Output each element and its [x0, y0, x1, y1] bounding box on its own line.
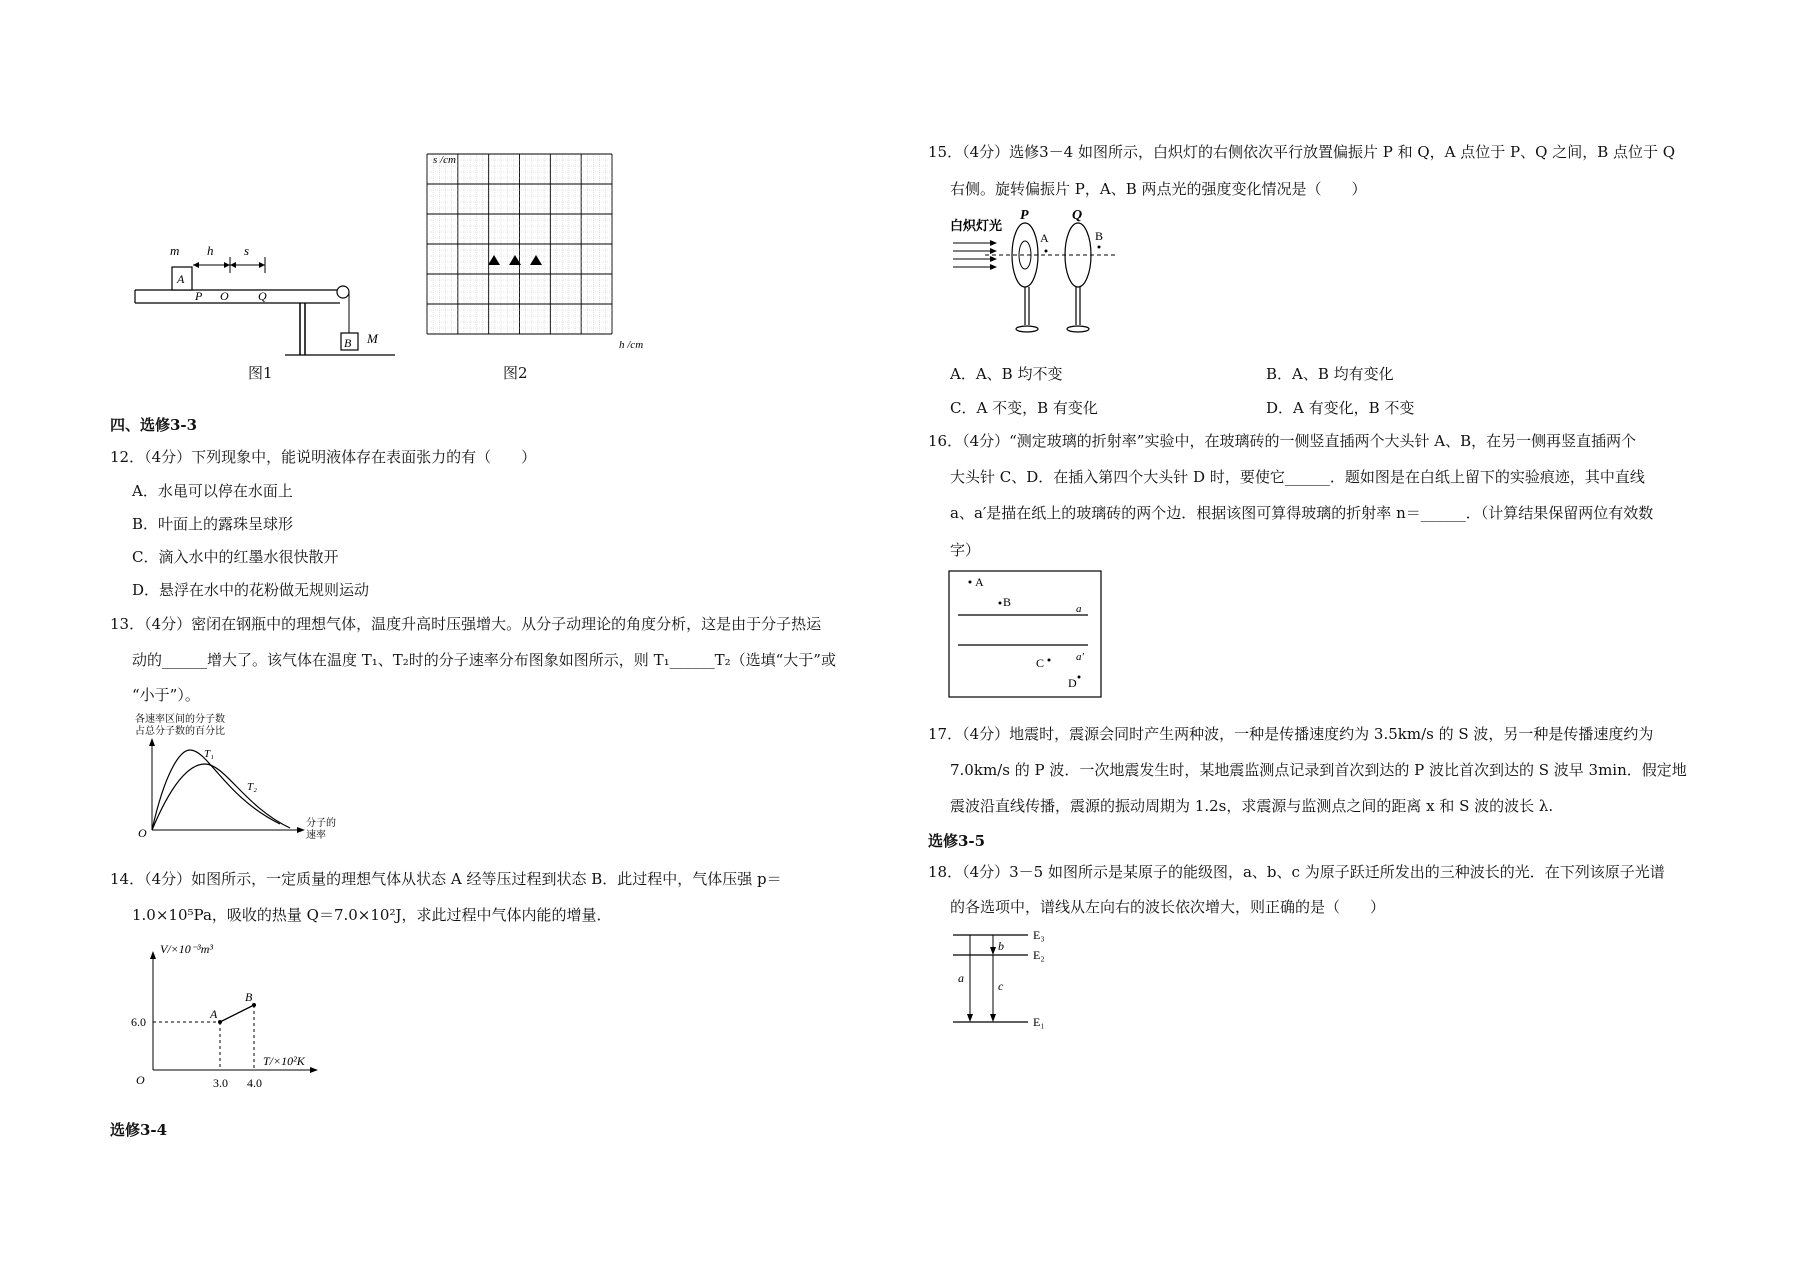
q14-vt-graph	[128, 935, 328, 1095]
q16-pin-a: A	[975, 575, 984, 589]
q16-line-4: 字）	[950, 541, 981, 559]
q13-line-1: 13．（4分）密闭在钢瓶中的理想气体，温度升高时压强增大。从分子动理论的角度分析，这是由于分子热运	[110, 615, 822, 633]
figure-2-grid	[405, 150, 644, 360]
q13-line-2: 动的______增大了。该气体在温度 T₁、T₂时的分子速率分布图象如图所示，则 T₁______T₂（选填“大于”或	[132, 651, 836, 669]
fig1-label-m: m	[170, 243, 180, 258]
q18-line-2: 的各选项中，谱线从左向右的波长依次增大，则正确的是（ ）	[950, 898, 1386, 916]
q16-edge-a-prime: a′	[1076, 651, 1084, 663]
q16-line-3: a、a′是描在纸上的玻璃砖的两个边．根据该图可算得玻璃的折射率 n＝______．（计算结果保留两位有效数	[950, 504, 1654, 522]
fig1-label-M: M	[367, 331, 378, 346]
figure-2-caption: 图2	[503, 364, 528, 382]
q14-v-tick: 6.0	[131, 1015, 146, 1029]
q18-line-1: 18．（4分）3－5 如图所示是某原子的能级图，a、b、c 为原子跃迁所发出的三种波长的光．在下列该原子光谱	[928, 863, 1665, 881]
q15-polarizer-figure	[945, 205, 1125, 340]
q16-line-2: 大头针 C、D．在插入第四个大头针 D 时，要使它______．题如图是在白纸上留下的实验痕迹，其中直线	[950, 468, 1645, 486]
q12-option-b: B．叶面上的露珠呈球形	[132, 515, 294, 533]
q13-label-t2: T₂	[247, 781, 257, 793]
q15-line-2: 右侧。旋转偏振片 P，A、B 两点光的强度变化情况是（ ）	[950, 180, 1367, 198]
q14-axis-v: V/×10⁻³m³	[160, 942, 213, 956]
q15-option-b: B．A、B 均有变化	[1266, 365, 1394, 383]
q14-t-tick-2: 4.0	[247, 1076, 262, 1090]
q16-refraction-trace	[948, 570, 1103, 700]
curve-t1	[152, 750, 280, 830]
q15-option-c: C．A 不变，B 有变化	[950, 399, 1098, 417]
fig1-label-h: h	[207, 243, 214, 258]
q18-transition-b: b	[998, 939, 1004, 953]
q12-option-c: C．滴入水中的红墨水很快散开	[132, 548, 339, 566]
q13-origin: O	[138, 826, 147, 840]
q16-line-1: 16．（4分）“测定玻璃的折射率”实验中，在玻璃砖的一侧竖直插两个大头针 A、B，在另一侧再竖直插两个	[928, 432, 1637, 450]
q12-option-a: A．水黾可以停在水面上	[132, 482, 293, 500]
fig1-label-P: P	[195, 289, 203, 303]
q15-light-label: 白炽灯光	[950, 218, 1003, 233]
q15-label-p: P	[1020, 208, 1029, 223]
fig1-label-A: A	[177, 272, 185, 286]
q17-line-3: 震波沿直线传播，震源的振动周期为 1.2s，求震源与监测点之间的距离 x 和 S 波的波长 λ.	[950, 797, 1554, 815]
fig1-label-O: O	[220, 289, 229, 303]
figure-1-incline-diagram	[130, 235, 410, 385]
q17-line-1: 17．（4分）地震时，震源会同时产生两种波，一种是传播速度约为 3.5km/s 的 S 波，另一种是传播速度约为	[928, 725, 1654, 743]
section-title-3-4: 选修3-4	[110, 1121, 168, 1139]
q13-line-3: “小于”）。	[132, 686, 200, 704]
q16-pin-b: B	[1003, 595, 1012, 609]
q14-point-a: A	[210, 1007, 218, 1021]
q18-label-e2: E₂	[1033, 948, 1045, 962]
q12-option-d: D．悬浮在水中的花粉做无规则运动	[132, 581, 370, 599]
q15-label-b: B	[1095, 229, 1104, 243]
q14-line-1: 14．（4分）如图所示，一定质量的理想气体从状态 A 经等压过程到状态 B．此过程中，气体压强 p＝	[110, 870, 782, 888]
section-title-3-5: 选修3-5	[928, 832, 986, 850]
q14-origin: O	[136, 1073, 145, 1087]
figure-1-caption: 图1	[248, 364, 273, 382]
q15-label-q: Q	[1072, 208, 1083, 223]
q13-ylabel-2: 占总分子数的百分比	[135, 726, 225, 737]
section-title-3-3: 四、选修3-3	[110, 416, 198, 434]
q18-label-e1: E₁	[1033, 1015, 1045, 1029]
q14-line-2: 1.0×10⁵Pa，吸收的热量 Q＝7.0×10²J，求此过程中气体内能的增量．	[132, 906, 612, 924]
q16-edge-a: a	[1076, 603, 1082, 615]
q15-label-a: A	[1040, 231, 1049, 245]
fig1-label-s: s	[244, 243, 250, 258]
q15-option-a: A．A、B 均不变	[950, 365, 1063, 383]
q18-label-e3: E₃	[1033, 928, 1045, 942]
q15-option-d: D．A 有变化，B 不变	[1266, 399, 1415, 417]
q16-pin-d: D	[1068, 676, 1077, 690]
q13-xlabel-1: 分子的	[306, 818, 336, 829]
q13-ylabel-1: 各速率区间的分子数	[135, 714, 225, 725]
q18-transition-c: c	[998, 979, 1004, 993]
fig1-label-Q: Q	[258, 289, 267, 303]
q13-xlabel-2: 速率	[306, 830, 326, 841]
q13-label-t1: T₁	[204, 748, 214, 760]
q14-t-tick-1: 3.0	[213, 1076, 228, 1090]
fig2-axis-s: s /cm	[433, 154, 456, 166]
triangle-marker	[488, 255, 500, 265]
q16-pin-c: C	[1036, 656, 1045, 670]
q13-speed-distribution-graph	[130, 712, 360, 842]
q17-line-2: 7.0km/s 的 P 波．一次地震发生时，某地震监测点记录到首次到达的 P 波比首次到达的 S 波早 3min．假定地	[950, 761, 1687, 779]
fig1-label-B: B	[344, 336, 352, 350]
q12-stem: 12．（4分）下列现象中，能说明液体存在表面张力的有（ ）	[110, 448, 537, 466]
fig2-axis-h: h /cm	[619, 339, 644, 351]
q14-point-b: B	[245, 990, 253, 1004]
q14-axis-t: T/×10²K	[263, 1054, 305, 1068]
q18-energy-level-diagram	[948, 925, 1068, 1030]
q18-transition-a: a	[958, 971, 964, 985]
q15-line-1: 15．（4分）选修3－4 如图所示，白炽灯的右侧依次平行放置偏振片 P 和 Q，A 点位于 P、Q 之间，B 点位于 Q	[928, 143, 1676, 161]
curve-t2	[152, 764, 290, 830]
